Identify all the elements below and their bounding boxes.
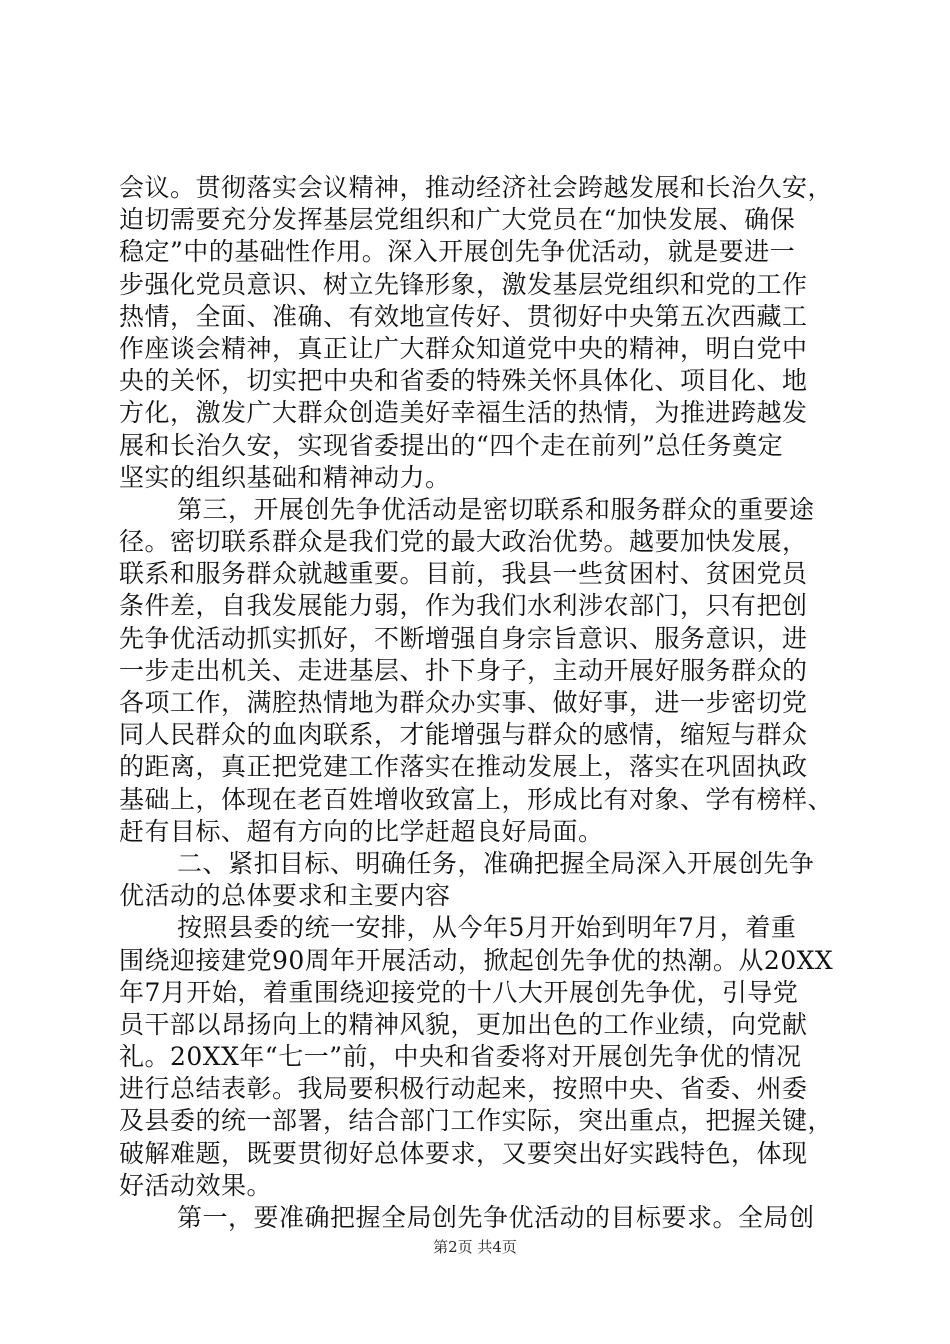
text-line: 会议。贯彻落实会议精神，推动经济社会跨越发展和长治久安， <box>119 173 834 202</box>
page-number-footer: 第2页 共4页 <box>433 1238 517 1256</box>
text-line: 围绕迎接建党90周年开展活动，掀起创先争优的热潮。从20XX <box>119 945 834 975</box>
body-text <box>119 172 839 1234</box>
text-line: 联系和服务群众就越重要。目前，我县一些贫困村、贫困党员 <box>119 559 808 589</box>
text-line: 作座谈会精神，真正让广大群众知道党中央的精神，明白党中 <box>119 333 808 363</box>
text-line: 热情，全面、准确、有效地宣传好、贯彻好中央第五次西藏工 <box>119 301 808 331</box>
text-line: 及县委的统一部署，结合部门工作实际，突出重点，把握关键， <box>119 1106 834 1136</box>
paragraph-start-line: 第一，要准确把握全局创先争优活动的目标要求。全局创 <box>177 1203 815 1232</box>
text-line: 好活动效果。 <box>119 1170 273 1200</box>
text-line: 步强化党员意识、树立先锋形象，激发基层党组织和党的工作 <box>119 269 808 299</box>
paragraph-start-line: 按照县委的统一安排，从今年5月开始到明年7月，着重 <box>177 913 797 943</box>
text-line: 同人民群众的血肉联系，才能增强与群众的感情，缩短与群众 <box>119 720 808 750</box>
text-line: 年7月开始，着重围绕迎接党的十八大开展创先争优，引导党 <box>119 977 799 1007</box>
paragraph-start-line: 第三，开展创先争优活动是密切联系和服务群众的重要途 <box>177 494 815 524</box>
text-line: 条件差，自我发展能力弱，作为我们水利涉农部门，只有把创 <box>119 591 808 621</box>
text-line: 员干部以昂扬向上的精神风貌，更加出色的工作业绩，向党献 <box>119 1009 808 1039</box>
text-line: 径。密切联系群众是我们党的最大政治优势。越要加快发展， <box>119 527 808 557</box>
text-line: 方化，激发广大群众创造美好幸福生活的热情，为推进跨越发 <box>119 398 808 428</box>
text-line: 进行总结表彰。我局要积极行动起来，按照中央、省委、州委 <box>119 1074 808 1104</box>
text-line: 基础上，体现在老百姓增收致富上，形成比有对象、学有榜样、 <box>119 784 834 814</box>
text-line: 先争优活动抓实抓好，不断增强自身宗旨意识、服务意识，进 <box>119 623 808 653</box>
text-line: 展和长治久安，实现省委提出的“四个走在前列”总任务奠定 <box>119 430 784 460</box>
text-line: 各项工作，满腔热情地为群众办实事、做好事，进一步密切党 <box>119 688 808 717</box>
section-heading-line: 优活动的总体要求和主要内容 <box>119 881 451 911</box>
section-heading-line: 二、紧扣目标、明确任务，准确把握全局深入开展创先争 <box>177 848 815 878</box>
text-line: 破解难题，既要贯彻好总体要求，又要突出好实践特色，体现 <box>119 1138 808 1168</box>
text-line: 坚实的组织基础和精神动力。 <box>119 462 451 492</box>
text-line: 礼。20XX年“七一”前，中央和省委将对开展创先争优的情况 <box>119 1042 802 1072</box>
text-line: 赶有目标、超有方向的比学赶超良好局面。 <box>119 816 604 846</box>
text-line: 的距离，真正把党建工作落实在推动发展上，落实在巩固执政 <box>119 752 808 782</box>
text-line: 稳定”中的基础性作用。深入开展创先争优活动，就是要进一 <box>119 237 796 267</box>
text-line: 央的关怀，切实把中央和省委的特殊关怀具体化、项目化、地 <box>119 366 808 396</box>
text-line: 一步走出机关、走进基层、扑下身子，主动开展好服务群众的 <box>119 655 808 685</box>
text-line: 迫切需要充分发挥基层党组织和广大党员在“加快发展、确保 <box>119 205 796 235</box>
